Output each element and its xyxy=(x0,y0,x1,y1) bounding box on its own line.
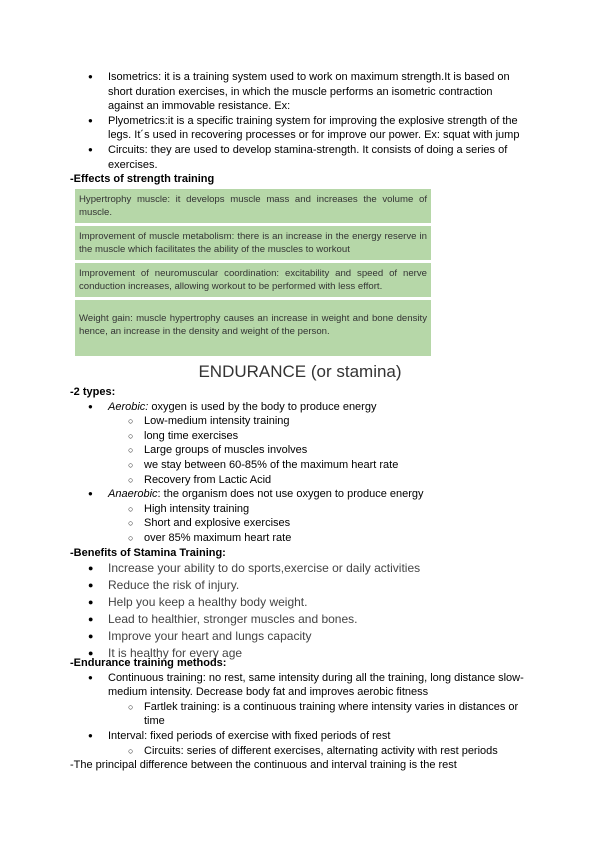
table-cell: Weight gain: muscle hypertrophy causes an increase in weight and bone density hence, an increase in the density and weight of the person. xyxy=(75,299,431,358)
list-item xyxy=(0,400,600,415)
sub-item: ○ long time exercises xyxy=(0,429,600,444)
list-item: ● Improve your heart and lungs capacity xyxy=(0,628,600,645)
list-item: ● Interval: fixed periods of exercise with fixed periods of rest xyxy=(0,729,600,744)
list-item: ● Continuous training: no rest, same intensity during all the training, long distance slow-medium intensity. Decrease body fat and improves aerobic fitness xyxy=(0,671,600,700)
types-section xyxy=(0,385,600,560)
list-item xyxy=(0,487,600,502)
sub-item: ○ Large groups of muscles involves xyxy=(0,443,600,458)
term: Anaerobic xyxy=(108,488,158,501)
effects-table xyxy=(75,189,431,359)
sub-item: ○ Recovery from Lactic Acid xyxy=(0,473,600,488)
sub-item: ○ we stay between 60-85% of the maximum heart rate xyxy=(0,458,600,473)
benefits-list xyxy=(0,560,600,662)
sub-item: ○ Fartlek training: is a continuous training where intensity varies in distances or time xyxy=(0,700,600,729)
list-item: ● Circuits: they are used to develop stamina-strength. It consists of doing a series of exercises. xyxy=(0,143,600,172)
table-cell: Improvement of neuromuscular coordination: excitability and speed of nerve conduction increases, allowing workout to be performed with less effort. xyxy=(75,262,431,299)
section-heading: -Benefits of Stamina Training: xyxy=(70,546,226,559)
list-item: ● Reduce the risk of injury. xyxy=(0,577,600,594)
list-item: ● Lead to healthier, stronger muscles and bones. xyxy=(0,611,600,628)
list-item: ● It is healthy for every age xyxy=(0,645,600,662)
table-cell: Improvement of muscle metabolism: there is an increase in the energy reserve in the muscle which facilitates the ability of the muscles to workout xyxy=(75,225,431,262)
page-title: ENDURANCE (or stamina) xyxy=(198,362,402,381)
list-item: ● Help you keep a healthy body weight. xyxy=(0,594,600,611)
sub-item: ○ Low-medium intensity training xyxy=(0,414,600,429)
sub-item: ○ High intensity training xyxy=(0,502,600,517)
list-item: ● Plyometrics:it is a specific training system for improving the explosive strength of the legs. It´s used in recovering processes or for improve our power. Ex: squat with jump xyxy=(0,114,600,143)
definition: : the organism does not use oxygen to produce energy xyxy=(157,488,424,501)
list-item: ● Increase your ability to do sports,exercise or daily activities xyxy=(0,560,600,577)
methods-section xyxy=(0,656,600,773)
section-heading: -Endurance training methods: xyxy=(70,657,227,669)
table-cell: Hypertrophy muscle: it develops muscle mass and increases the volume of muscle. xyxy=(75,189,431,225)
definition: oxygen is used by the body to produce energy xyxy=(148,400,377,413)
sub-item: ○ Short and explosive exercises xyxy=(0,516,600,531)
list-item: ● Isometrics: it is a training system used to work on maximum strength.It is based on short duration exercises, in which the muscle performs an isometric contraction against an immovable resistance. Ex: xyxy=(0,70,600,114)
sub-item: ○ over 85% maximum heart rate xyxy=(0,531,600,546)
section-heading: -Effects of strength training xyxy=(70,173,215,186)
conclusion-text: -The principal difference between the continuous and interval training is the rest xyxy=(70,759,457,772)
section-heading: -2 types: xyxy=(70,386,116,398)
term: Aerobic: xyxy=(108,400,149,413)
sub-item: ○ Circuits: series of different exercises, alternating activity with rest periods xyxy=(0,744,600,759)
strength-methods-list xyxy=(0,70,600,187)
